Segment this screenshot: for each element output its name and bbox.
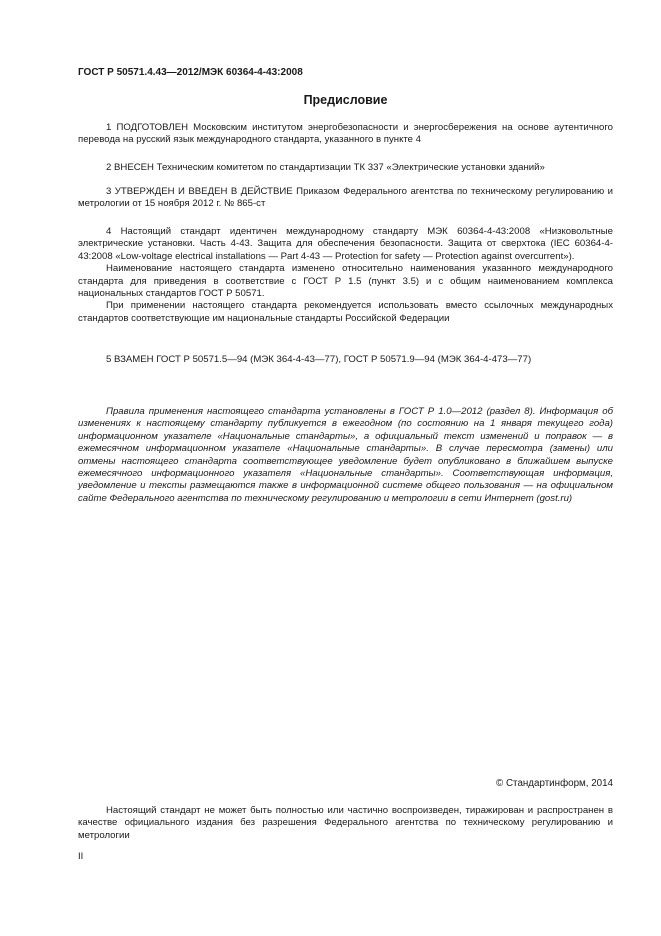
item-3 <box>78 186 613 211</box>
document-header: ГОСТ Р 50571.4.43—2012/МЭК 60364-4-43:2008 <box>78 67 303 78</box>
application-notice <box>78 406 613 505</box>
item-3-text: 3 УТВЕРЖДЕН И ВВЕДЕН В ДЕЙСТВИЕ Приказом Федерального агентства по техническому регулированию и метрологии от 15 ноября 2012 г. № 865-ст <box>78 186 613 210</box>
item-1-text: 1 ПОДГОТОВЛЕН Московским институтом энергобезопасности и энергосбережения на основе аутентичного перевода на русский язык международного стандарта, указанного в пункте 4 <box>78 122 613 146</box>
item-1 <box>78 122 613 147</box>
item-4-text: 4 Настоящий стандарт идентичен международному стандарту МЭК 60364-4-43:2008 «Низковольтные электрические установки. Часть 4-43. Защита для обеспечения безопасности. Защита от сверхтока (IEC 60364-4-43:2008 «Low-voltage electrical installations — Part 4-43 — Protection for safety — Protection against overcurrent»). <box>78 226 613 262</box>
page-number: II <box>78 851 84 862</box>
item-4-reference-note: При применении настоящего стандарта рекомендуется использовать вместо ссылочных международных стандартов соответствующие им национальные стандарты Российской Федерации <box>78 300 613 324</box>
copyright: © Стандартинформ, 2014 <box>496 778 613 789</box>
application-notice-text: Правила применения настоящего стандарта установлены в ГОСТ Р 1.0—2012 (раздел 8). Информация об изменениях к настоящему стандарту публикуется в ежегодном (по состоянию на 1 января текущего года) информационном указателе «Национальные стандарты», а официальный текст изменений и поправок — в ежемесячном информационном указателе «Национальные стандарты». В случае пересмотра (замены) или отмены настоящего стандарта соответствующее уведомление будет опубликовано в ближайшем выпуске ежемесячного информационного указателя «Национальные стандарты». Соответствующая информация, уведомление и тексты размещаются также в информационной системе общего пользования — на официальном сайте Федерального агентства по техническому регулированию и метрологии в сети Интернет (gost.ru) <box>78 406 613 504</box>
item-2 <box>78 162 613 174</box>
item-5-text: 5 ВЗАМЕН ГОСТ Р 50571.5—94 (МЭК 364-4-43—77), ГОСТ Р 50571.9—94 (МЭК 364-4-473—77) <box>106 354 532 365</box>
section-title: Предисловие <box>303 93 388 107</box>
reproduction-notice-text: Настоящий стандарт не может быть полностью или частично воспроизведен, тиражирован и распространен в качестве официального издания без разрешения Федерального агентства по техническому регулированию и метрологии <box>78 805 613 841</box>
item-4 <box>78 226 613 325</box>
reproduction-notice <box>78 805 613 842</box>
item-4-rename-note: Наименование настоящего стандарта изменено относительно наименования указанного международного стандарта для приведения в соответствие с ГОСТ Р 1.5 (пункт 3.5) и с общим наименованием комплекса национальных стандартов ГОСТ Р 50571. <box>78 263 613 300</box>
item-2-text: 2 ВНЕСЕН Техническим комитетом по стандартизации ТК 337 «Электрические установки зданий» <box>106 162 545 173</box>
item-5 <box>78 354 613 366</box>
